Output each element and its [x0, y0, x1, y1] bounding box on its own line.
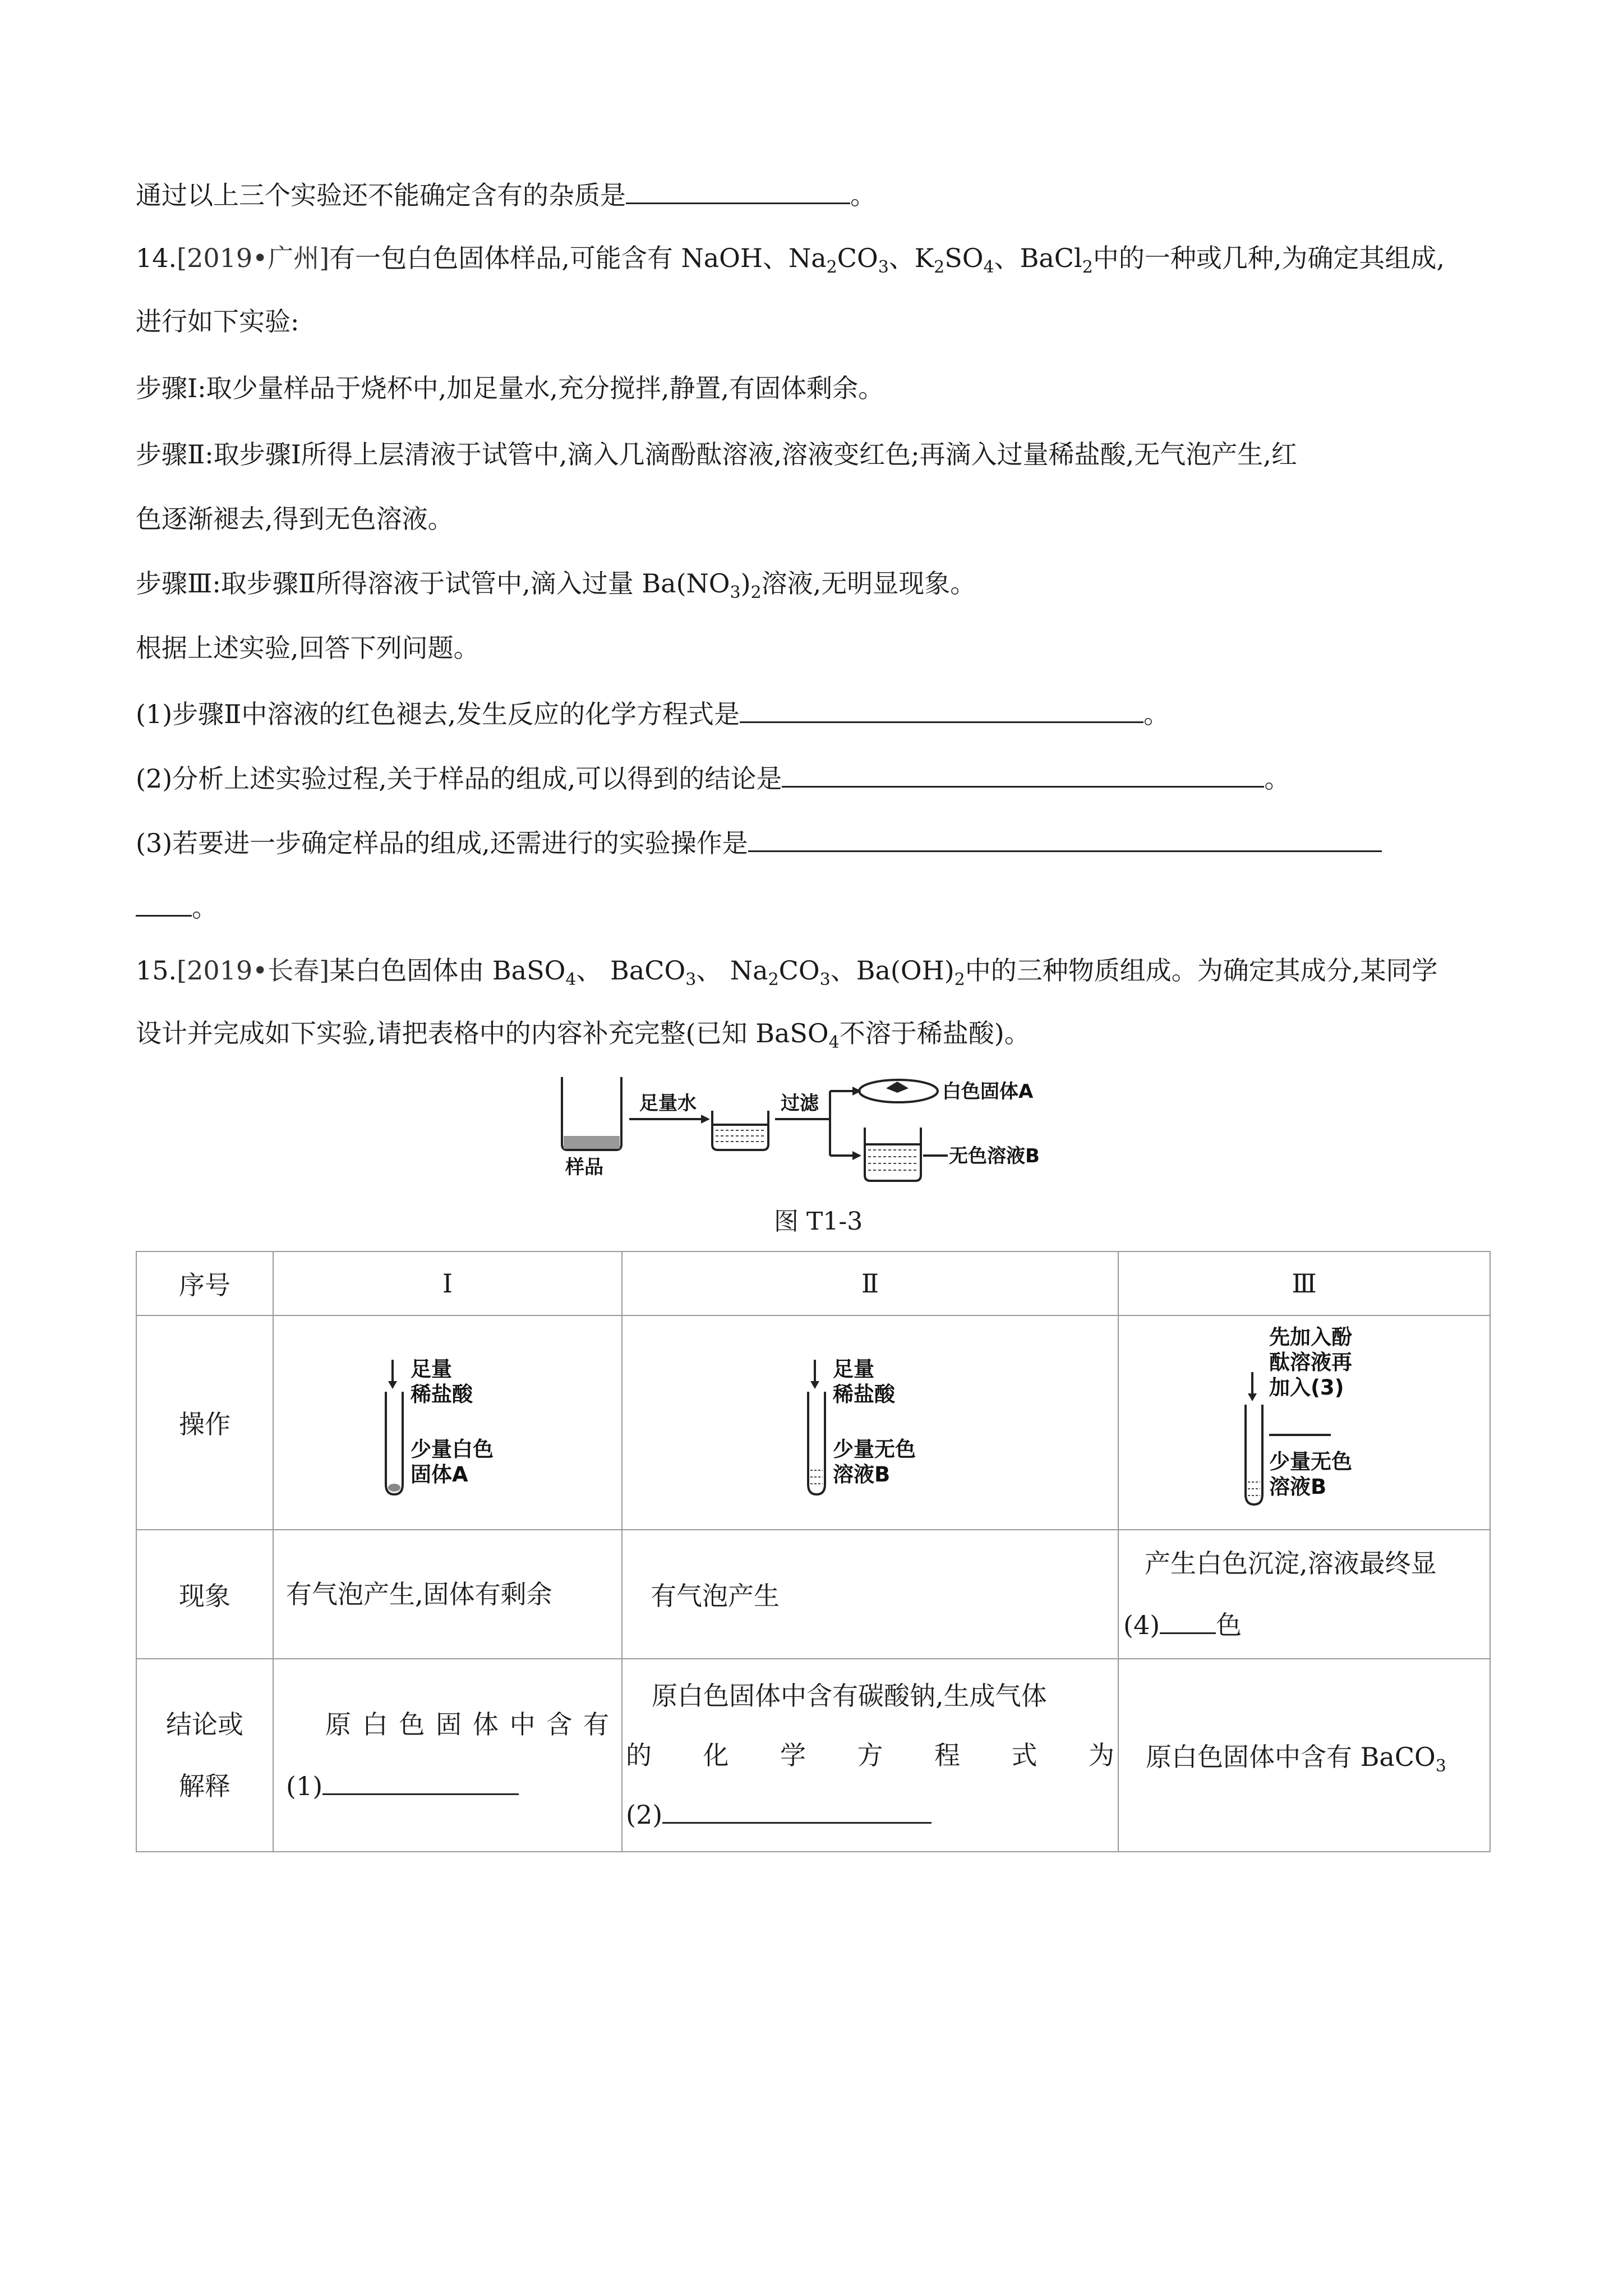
step-2-line2: 色逐渐褪去,得到无色溶液。 — [136, 504, 454, 534]
blank-number: (1) — [286, 1771, 323, 1801]
subscript: 2 — [954, 970, 965, 990]
reagent-label: 稀盐酸 — [411, 1382, 473, 1406]
phenomenon-2: 有气泡产生 — [622, 1530, 1118, 1659]
q14-text: SO — [944, 243, 984, 273]
operation-3-cell — [1118, 1315, 1490, 1530]
table-header-row — [136, 1251, 1490, 1315]
subscript: 4 — [983, 257, 994, 277]
reagent-label: 足量 — [833, 1357, 874, 1381]
sub-question-3-cont — [136, 889, 218, 924]
answer-blank[interactable] — [626, 177, 850, 204]
subscript: 3 — [878, 257, 889, 277]
period: 。 — [1144, 699, 1170, 729]
experiment-flow-diagram — [550, 1066, 1088, 1189]
q15-text: 设计并完成如下实验,请把表格中的内容补充完整(已知 BaSO — [136, 1018, 829, 1048]
subscript: 3 — [819, 970, 831, 990]
operation-1-cell — [273, 1315, 622, 1530]
sample-label: 少量白色 — [411, 1437, 494, 1461]
q13-text: 通过以上三个实验还不能确定含有的杂质是 — [136, 180, 626, 210]
phenomenon-3-line1: 产生白色沉淀,溶液最终显 — [1145, 1548, 1437, 1579]
phenomenon-3-line2 — [1123, 1594, 1477, 1656]
arrowhead-icon — [852, 1151, 861, 1160]
sub-question-1 — [136, 696, 1169, 731]
conclusion-1 — [273, 1659, 622, 1852]
conclusion-2-line2: 的化学方程式为 — [626, 1740, 1114, 1770]
solid-residue — [886, 1082, 909, 1093]
sample-label: 少量无色 — [1269, 1450, 1352, 1474]
arrowhead-icon — [701, 1115, 710, 1124]
conclusion-2-line3 — [626, 1785, 1114, 1844]
q15-text: 不溶于稀盐酸)。 — [839, 1018, 1030, 1048]
answer-blank[interactable] — [136, 889, 192, 917]
reagent-label: 加入(3) — [1269, 1375, 1344, 1400]
conclusion-1-line1: 原白色固体中含有 — [325, 1709, 609, 1740]
sample-label: 少量无色 — [833, 1437, 916, 1461]
conclusion-3-text: 原白色固体中含有 BaCO — [1146, 1742, 1436, 1772]
question-source: [2019•长春] — [177, 955, 330, 986]
answer-blank[interactable] — [748, 825, 1382, 852]
question-15-line2 — [136, 1016, 1030, 1050]
answer-blank[interactable] — [322, 1768, 519, 1795]
q15-text: 某白色固体由 BaSO — [329, 955, 566, 986]
question-number: 15. — [136, 955, 177, 986]
row-label-operation: 操作 — [136, 1315, 273, 1530]
q14-text: 、K — [888, 243, 934, 273]
subscript: 2 — [1082, 257, 1093, 277]
q14-text: 、BaCl — [994, 243, 1082, 273]
question-14-line1 — [136, 241, 1445, 275]
q14-text: 有一包白色固体样品,可能含有 NaOH、Na — [329, 243, 827, 273]
q14-text: 中的一种或几种,为确定其组成, — [1092, 243, 1445, 273]
figure-caption: 图 T1-3 — [774, 1207, 863, 1236]
operation-2-cell — [622, 1315, 1118, 1530]
sub-question-3-text: (3)若要进一步确定样品的组成,还需进行的实验操作是 — [136, 828, 748, 858]
row-label-conclusion-2: 解释 — [179, 1771, 230, 1801]
phenomenon-3-end: 色 — [1216, 1610, 1242, 1640]
question-source: [2019•广州] — [177, 243, 330, 273]
header-1: Ⅰ — [273, 1251, 622, 1315]
header-no: 序号 — [136, 1251, 273, 1315]
conclusion-3 — [1118, 1659, 1490, 1852]
sub-question-2-text: (2)分析上述实验过程,关于样品的组成,可以得到的结论是 — [136, 763, 782, 794]
arrowhead-icon — [1248, 1393, 1257, 1401]
step-3 — [136, 567, 976, 600]
period: 。 — [192, 892, 218, 923]
step-2-line1: 步骤Ⅱ:取步骤Ⅰ所得上层清液于试管中,滴入几滴酚酞溶液,溶液变红色;再滴入过量稀盐酸,无气泡产生,红 — [136, 439, 1297, 470]
answer-blank[interactable] — [740, 696, 1144, 723]
table-row-conclusion — [136, 1659, 1490, 1852]
subscript: 2 — [826, 257, 837, 277]
step-1: 步骤Ⅰ:取少量样品于烧杯中,加足量水,充分搅拌,静置,有固体剩余。 — [136, 373, 884, 403]
subscript: 2 — [768, 970, 779, 990]
question-14-line2: 进行如下实验: — [136, 306, 299, 337]
conclusion-2 — [622, 1659, 1118, 1852]
label-solution-b: 无色溶液B — [949, 1145, 1040, 1167]
sample-label: 固体A — [411, 1462, 468, 1487]
q15-text: CO — [778, 955, 820, 986]
subscript: 4 — [565, 970, 577, 990]
step-3-text: 溶液,无明显现象。 — [761, 568, 976, 599]
q15-text: 中的三种物质组成。为确定其成分,某同学 — [965, 955, 1438, 986]
experiment-table — [136, 1251, 1491, 1852]
blank-number: (2) — [626, 1800, 663, 1830]
instruction: 根据上述实验,回答下列问题。 — [136, 633, 479, 663]
q14-text: CO — [837, 243, 878, 273]
sub-question-1-text: (1)步骤Ⅱ中溶液的红色褪去,发生反应的化学方程式是 — [136, 699, 740, 729]
answer-blank[interactable] — [662, 1796, 932, 1824]
question-15-line1 — [136, 954, 1438, 990]
reagent-label: 先加入酚 — [1269, 1325, 1352, 1349]
step-3-text: 步骤Ⅲ:取步骤Ⅱ所得溶液于试管中,滴入过量 Ba(NO — [136, 568, 730, 599]
phenomenon-1: 有气泡产生,固体有剩余 — [273, 1530, 622, 1659]
subscript: 3 — [685, 970, 697, 990]
test-tube-icon — [808, 1392, 825, 1494]
q15-text: 、 Na — [696, 955, 768, 986]
q15-text: 、 BaCO — [576, 955, 686, 986]
sub-question-2 — [136, 760, 1290, 795]
sample-label: 溶液B — [833, 1462, 891, 1487]
test-tube-diagram — [623, 1316, 1116, 1529]
table-row-operation — [136, 1315, 1490, 1530]
label-sample: 样品 — [565, 1156, 603, 1179]
question-number: 14. — [136, 243, 177, 273]
arrowhead-icon — [810, 1381, 819, 1389]
subscript: 2 — [750, 583, 762, 602]
question-13-tail — [136, 177, 876, 212]
table-row-phenomenon — [136, 1530, 1490, 1659]
subscript: 3 — [730, 583, 741, 602]
answer-blank[interactable] — [782, 760, 1264, 788]
conclusion-2-line1: 原白色固体中含有碳酸钠,生成气体 — [652, 1681, 1047, 1711]
answer-blank[interactable] — [1160, 1607, 1216, 1634]
row-label-conclusion-1: 结论或 — [166, 1709, 243, 1740]
header-3: Ⅲ — [1118, 1251, 1490, 1315]
step-3-text: ) — [740, 568, 751, 599]
solid-sample — [388, 1484, 400, 1492]
reagent-label: 足量 — [411, 1357, 452, 1381]
test-tube-icon — [386, 1392, 403, 1494]
test-tube-diagram — [274, 1316, 621, 1529]
sample-powder — [564, 1136, 620, 1149]
reagent-label: 稀盐酸 — [833, 1382, 895, 1406]
q15-text: 、Ba(OH) — [830, 955, 955, 986]
sub-question-3 — [136, 825, 1382, 860]
test-tube-icon — [1246, 1405, 1262, 1504]
label-solid-a: 白色固体A — [942, 1080, 1034, 1103]
beaker-icon — [865, 1128, 921, 1181]
q13-end: 。 — [850, 180, 876, 210]
label-filter: 过滤 — [781, 1092, 819, 1115]
blank-number: (4) — [1123, 1610, 1160, 1640]
label-water: 足量水 — [639, 1092, 697, 1115]
period: 。 — [1264, 763, 1290, 794]
arrowhead-icon — [388, 1381, 397, 1389]
phenomenon-3 — [1118, 1530, 1490, 1659]
subscript: 4 — [828, 1033, 840, 1052]
subscript: 2 — [934, 257, 945, 277]
subscript: 3 — [1435, 1756, 1446, 1776]
row-label-conclusion — [136, 1659, 273, 1852]
test-tube-diagram — [1119, 1316, 1489, 1529]
conclusion-1-line2 — [286, 1755, 609, 1817]
row-label-phenomenon: 现象 — [136, 1530, 273, 1659]
header-2: Ⅱ — [622, 1251, 1118, 1315]
reagent-label: 酞溶液再 — [1269, 1350, 1352, 1374]
sample-label: 溶液B — [1269, 1475, 1327, 1499]
